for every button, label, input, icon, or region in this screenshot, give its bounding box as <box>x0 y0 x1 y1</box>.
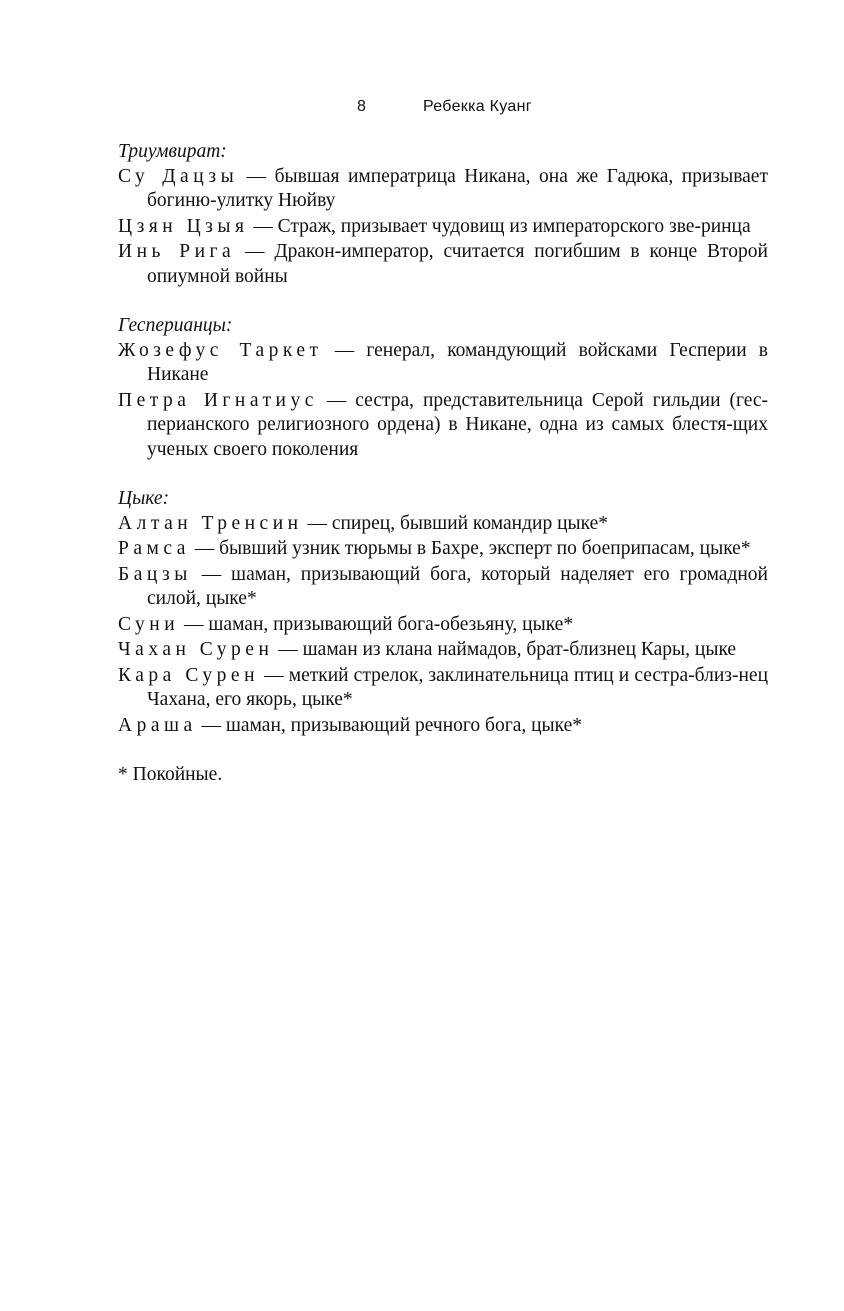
character-description: — шаман, призывающий бога, который наделяет его громадной силой, цыке* <box>147 563 768 609</box>
character-entry <box>118 537 768 562</box>
character-name: Рамса <box>118 538 190 559</box>
section-cike <box>118 487 768 738</box>
character-name: Цзян Цзыя <box>118 215 249 237</box>
character-description: — меткий стрелок, заклинательница птиц и сестра-близ-нец Чахана, его якорь, цыке* <box>147 664 769 710</box>
character-name: Петра Игнатиус <box>118 389 318 411</box>
character-description: — генерал, командующий войсками Гесперии в Никане <box>147 339 768 385</box>
character-entry <box>118 563 768 612</box>
character-name: Жозефус Таркет <box>118 339 323 361</box>
section-hesperians <box>118 314 768 462</box>
character-description: — шаман, призывающий бога-обезьяну, цыке* <box>179 613 574 635</box>
character-description: — шаман из клана наймадов, брат-близнец Кары, цыке <box>273 639 737 660</box>
character-entry <box>118 512 768 537</box>
section-heading: Триумвират: <box>118 141 227 162</box>
character-description: — бывшая императрица Никана, она же Гадюка, призывает богиню-улитку Нюйву <box>147 165 768 211</box>
character-name: Кара Сурен <box>118 664 260 686</box>
section-heading: Цыке: <box>118 488 170 509</box>
character-entry <box>118 664 768 713</box>
character-name: Суни <box>118 613 180 635</box>
character-description: — бывший узник тюрьмы в Бахре, эксперт по боеприпасам, цыке* <box>189 538 751 559</box>
character-description: — сестра, представительница Серой гильдии (гес-перианского религиозного ордена) в Никане, одна из самых блестя-щих ученых своего поколения <box>147 389 769 460</box>
section-heading: Гесперианцы: <box>118 315 233 336</box>
footnote: * Покойные. <box>118 764 223 785</box>
character-description: — Страж, призывает чудовищ из императорского зве-ринца <box>248 215 751 237</box>
character-name: Бацзы <box>118 563 192 585</box>
character-entry <box>118 613 768 638</box>
character-entry <box>118 339 768 388</box>
character-entry <box>118 714 768 739</box>
page-number: 8 <box>357 98 366 115</box>
character-entry <box>118 389 768 463</box>
character-name: Су Дацзы <box>118 165 239 187</box>
character-entry <box>118 165 768 214</box>
character-name: Чахан Сурен <box>118 639 274 660</box>
running-head-author: Ребекка Куанг <box>423 98 532 115</box>
character-description: — спирец, бывший командир цыке* <box>302 512 609 534</box>
section-triumvirate <box>118 140 768 289</box>
character-name: Алтан Тренсин <box>118 512 303 534</box>
character-name: Инь Рига <box>118 241 236 262</box>
character-description: — Дракон-император, считается погибшим в конце Второй опиумной войны <box>147 241 768 287</box>
character-entry <box>118 638 768 663</box>
character-entry <box>118 240 768 289</box>
character-description: — шаман, призывающий речного бога, цыке* <box>196 714 583 736</box>
character-list <box>118 140 768 788</box>
character-entry <box>118 215 768 240</box>
running-head <box>0 98 844 122</box>
character-name: Араша <box>118 714 197 736</box>
